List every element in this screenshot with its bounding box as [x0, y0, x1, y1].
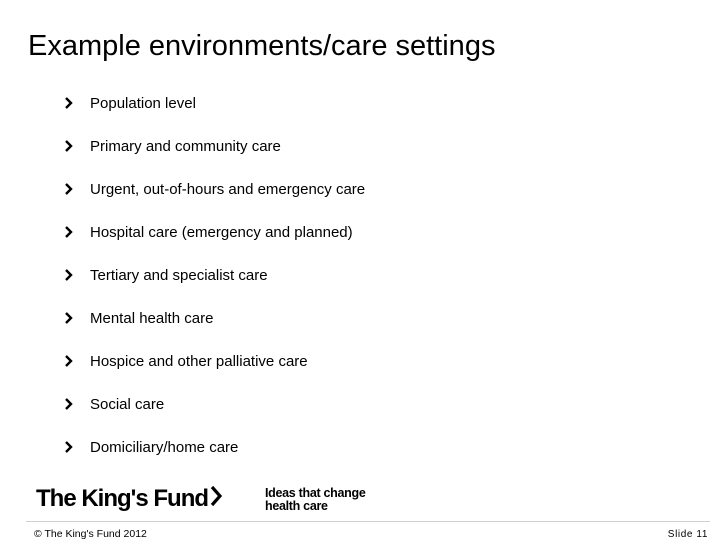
bullet-text: Social care: [90, 396, 165, 413]
list-item: [64, 223, 664, 266]
chevron-right-icon: [64, 95, 74, 111]
bullet-list: [64, 94, 664, 481]
chevron-right-icon: [64, 267, 74, 283]
bullet-text: Domiciliary/home care: [90, 439, 239, 456]
list-item: [64, 137, 664, 180]
bullet-text: Population level: [90, 95, 196, 112]
list-item: [64, 266, 664, 309]
kings-fund-logo: [36, 484, 222, 515]
bullet-text: Hospital care (emergency and planned): [90, 224, 353, 241]
slide-number: Slide 11: [667, 529, 708, 540]
logo-chevron-icon: [210, 485, 222, 515]
tagline-line-2: health care: [265, 499, 328, 513]
chevron-right-icon: [64, 224, 74, 240]
list-item: [64, 395, 664, 438]
bullet-text: Urgent, out-of-hours and emergency care: [90, 181, 366, 198]
list-item: [64, 309, 664, 352]
bullet-text: Hospice and other palliative care: [90, 353, 308, 370]
bullet-text: Primary and community care: [90, 138, 281, 155]
slide-title: Example environments/care settings: [28, 30, 496, 62]
footer-divider: [26, 521, 710, 522]
list-item: [64, 352, 664, 395]
chevron-right-icon: [64, 396, 74, 412]
list-item: [64, 94, 664, 137]
chevron-right-icon: [64, 181, 74, 197]
copyright-text: © The King's Fund 2012: [34, 528, 147, 540]
tagline: [265, 487, 366, 513]
list-item: [64, 438, 664, 481]
chevron-right-icon: [64, 439, 74, 455]
tagline-line-1: Ideas that change: [265, 486, 366, 500]
bullet-text: Mental health care: [90, 310, 214, 327]
chevron-right-icon: [64, 353, 74, 369]
chevron-right-icon: [64, 310, 74, 326]
logo-text: The King's Fund: [36, 485, 209, 512]
list-item: [64, 180, 664, 223]
bullet-text: Tertiary and specialist care: [90, 267, 268, 284]
chevron-right-icon: [64, 138, 74, 154]
